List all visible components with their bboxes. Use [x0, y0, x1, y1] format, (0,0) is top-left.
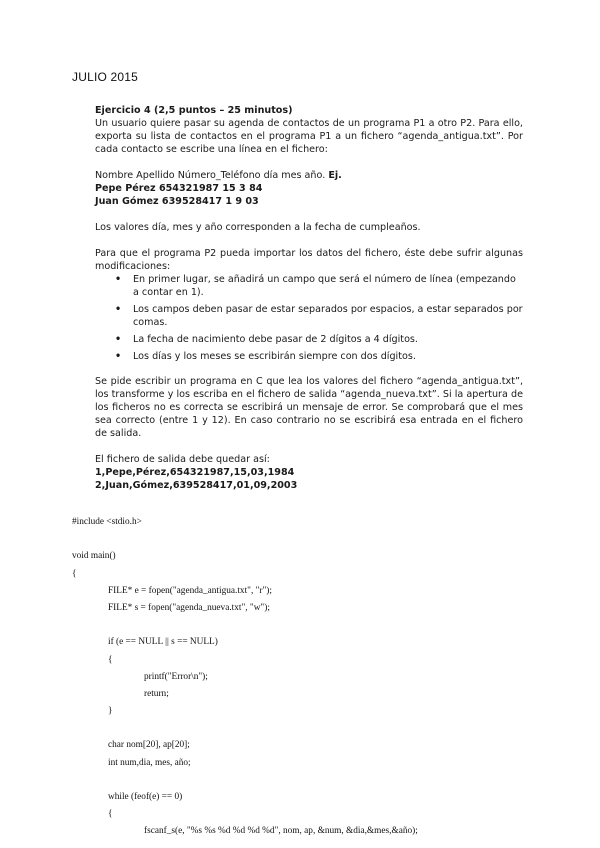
- bullet-symbol: •: [115, 334, 122, 345]
- example-line-2: Juan Gómez 639528417 1 9 03: [95, 196, 259, 207]
- code-line: [72, 772, 592, 789]
- format-ej: Ej.: [328, 170, 342, 181]
- modifications-list: [95, 273, 523, 363]
- code-line: {: [72, 568, 77, 579]
- code-line: fscanf_s(e, "%s %s %d %d %d %d", nom, ap, &num, &dia,&mes,&año);: [144, 826, 418, 837]
- exercise-block: [95, 104, 523, 492]
- list-item: [115, 333, 523, 346]
- code-line: [72, 617, 592, 634]
- code-line: {: [108, 809, 113, 820]
- list-item: [115, 303, 523, 329]
- code-line: [72, 720, 592, 737]
- format-line: [95, 169, 523, 182]
- example-line-1: Pepe Pérez 654321987 15 3 84: [95, 183, 263, 194]
- code-line: char nom[20], ap[20];: [108, 740, 190, 751]
- exercise-intro: Un usuario quiere pasar su agenda de contactos de un programa P1 a otro P2. Para ello, exporta su lista de contactos en el programa P1 a un fichero “agenda_antigua.txt”. Por cada contacto se escribe una línea en el fichero:: [95, 118, 523, 155]
- bullet-text: En primer lugar, se añadirá un campo que será el número de línea (empezando a contar en 1).: [133, 274, 516, 298]
- list-item: [115, 273, 523, 299]
- bullet-symbol: •: [115, 304, 122, 315]
- bullet-text: La fecha de nacimiento debe pasar de 2 dígitos a 4 dígitos.: [133, 334, 418, 345]
- output-line-1: 1,Pepe,Pérez,654321987,15,03,1984: [95, 467, 295, 478]
- code-line: [72, 531, 592, 548]
- code-line: FILE* e = fopen("agenda_antigua.txt", "r");: [108, 585, 272, 596]
- values-note: Los valores día, mes y año corresponden a la fecha de cumpleaños.: [95, 222, 421, 233]
- modifications-intro: Para que el programa P2 pueda importar los datos del fichero, éste debe sufrir algunas modificaciones:: [95, 248, 523, 272]
- code-listing: [72, 514, 592, 841]
- bullet-text: Los días y los meses se escribirán siempre con dos dígitos.: [133, 351, 416, 362]
- code-line: printf("Error\n");: [144, 671, 208, 682]
- output-line-2: 2,Juan,Gómez,639528417,01,09,2003: [95, 480, 298, 491]
- list-item: [115, 350, 523, 363]
- code-line: #include <stdio.h>: [72, 517, 142, 527]
- bullet-symbol: •: [115, 274, 122, 285]
- code-line: if (e == NULL || s == NULL): [108, 637, 218, 648]
- page-header: JULIO 2015: [72, 70, 139, 84]
- exercise-title: Ejercicio 4 (2,5 puntos – 25 minutos): [95, 105, 293, 116]
- code-line: }: [108, 706, 113, 717]
- format-text: Nombre Apellido Número_Teléfono día mes año.: [95, 170, 326, 181]
- code-line: while (feof(e) == 0): [108, 792, 183, 802]
- bullet-symbol: •: [115, 351, 122, 362]
- code-line: void main(): [72, 551, 116, 562]
- code-line: int num,dia, mes, año;: [108, 757, 191, 768]
- code-line: {: [108, 654, 113, 665]
- output-intro: El fichero de salida debe quedar así:: [95, 454, 270, 465]
- code-line: FILE* s = fopen("agenda_nueva.txt", "w");: [108, 602, 270, 613]
- code-line: return;: [144, 688, 169, 699]
- task-text: Se pide escribir un programa en C que lea los valores del fichero “agenda_antigua.txt”, los transforme y los escriba en el fichero de salida “agenda_nueva.txt”. Si la apertura de los ficheros no es correcta se escribirá un mensaje de error. Se comprobará que el mes sea correcto (entre 1 y 12). En caso contrario no se escribirá esa entrada en el fichero de salida.: [95, 376, 523, 439]
- bullet-text: Los campos deben pasar de estar separados por espacios, a estar separados por comas.: [133, 304, 523, 328]
